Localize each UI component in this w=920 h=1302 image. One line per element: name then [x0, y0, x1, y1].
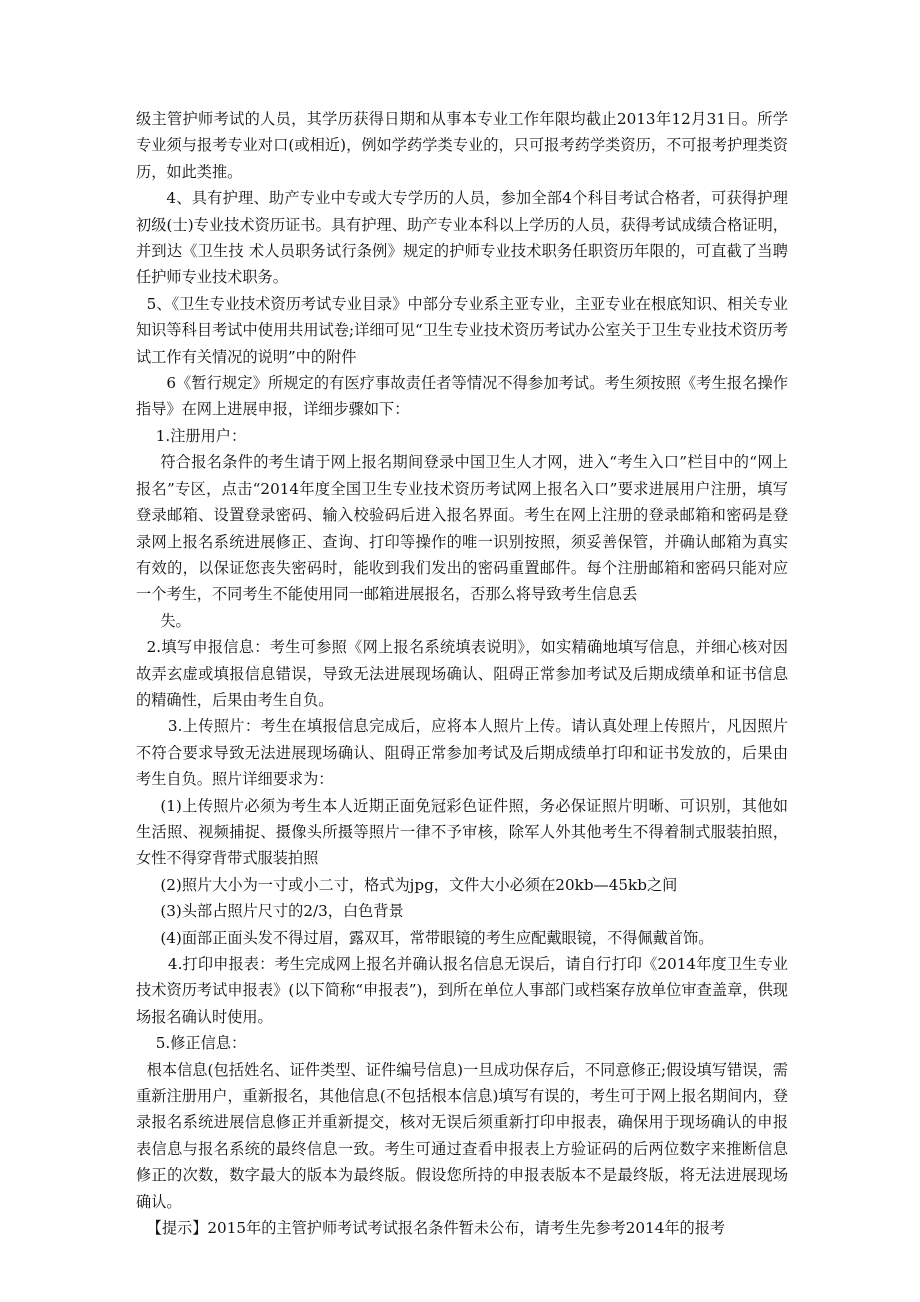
heading-register-user: 1.注册用户： [155, 426, 247, 445]
paragraph-photo-req-3: (3)头部占照片尺寸的2/3，白色背景 [160, 902, 404, 921]
paragraph-modify-info: 根本信息(包括姓名、证件类型、证件编号信息)一旦成功保存后，不同意修正;假设填写错误，需重新注册用户，重新报名，其他信息(不包括根本信息)填写有误的，考生可于网上报名期间内，登录报名系统进展信息修正并重新提交，核对无误后须重新打印申报表，确保用于现场确认的申报表信息与报名系统的最终信息一致。考生可通过查看申报表上方验证码的后两位数字来推断信息修正的次数，数字最大的版本为最终版。假设您所持的申报表版本不是最终版，将无法进展现场确认。 [136, 1060, 788, 1211]
paragraph-register-user: 符合报名条件的考生请于网上报名期间登录中国卫生人才网，进入“考生入口”栏目中的“网上报名”专区，点击“2014年度全国卫生专业技术资历考试网上报名入口”要求进展用户注册，填写登录邮箱、设置登录密码、输入校验码后进入报名界面。考生在网上注册的登录邮箱和密码是登录网上报名系统进展修正、查询、打印等操作的唯一识别按照，须妥善保管，并确认邮箱为真实有效的，以保证您丧失密码时，能收到我们发出的密码重置邮件。每个注册邮箱和密码只能对应一个考生，不同考生不能使用同一邮箱进展报名，否那么将导致考生信息丢 [136, 453, 788, 604]
paragraph-photo-req-4: (4)面部正面头发不得过眉，露双耳，常带眼镜的考生应配戴眼镜，不得佩戴首饰。 [160, 928, 714, 947]
document-body [136, 106, 788, 1241]
paragraph-loss: 失。 [160, 611, 191, 630]
paragraph-item-5: 5、《卫生专业技术资历考试专业目录》中部分专业系主亚专业，主亚专业在根底知识、相关专业知识等科目考试中使用共用试卷;详细可见“卫生专业技术资历考试办公室关于卫生专业技术资历考试工作有关情况的说明”中的附件 [136, 294, 788, 366]
paragraph-print-form: 4.打印申报表：考生完成网上报名并确认报名信息无误后，请自行打印《2014年度卫生专业技术资历考试申报表》(以下简称“申报表”)，到所在单位人事部门或档案存放单位审查盖章，供现场报名确认时使用。 [136, 955, 788, 1026]
paragraph-photo-req-1: (1)上传照片必须为考生本人近期正面免冠彩色证件照，务必保证照片明晰、可识别，其他如生活照、视频捕捉、摄像头所摄等照片一律不予审核，除军人外其他考生不得着制式服装拍照，女性不得穿背带式服装拍照 [136, 796, 788, 868]
paragraph-item-4: 4、具有护理、助产专业中专或大专学历的人员，参加全部4个科目考试合格者，可获得护理初级(士)专业技术资历证书。具有护理、助产专业本科以上学历的人员，获得考试成绩合格证明，并到达《卫生技 术人员职务试行条例》规定的护师专业技术职务任职资历年限的，可直截了当聘任护师专业技术职务。 [136, 189, 788, 287]
heading-modify-info: 5.修正信息： [155, 1034, 247, 1053]
paragraph-qualification-deadline: 级主管护师考试的人员，其学历获得日期和从事本专业工作年限均截止2013年12月31日。所学专业须与报考专业对口(或相近)，例如学药学类专业的，只可报考药学类资历，不可报考护理类资历，如此类推。 [136, 110, 788, 181]
paragraph-photo-req-2: (2)照片大小为一寸或小二寸，格式为jpg，文件大小必须在20kb—45kb之间 [160, 875, 678, 894]
paragraph-tip: 【提示】2015年的主管护师考试考试报名条件暂未公布，请考生先参考2014年的报考 [146, 1219, 726, 1238]
paragraph-upload-photo: 3.上传照片：考生在填报信息完成后，应将本人照片上传。请认真处理上传照片，凡因照片不符合要求导致无法进展现场确认、阻碍正常参加考试及后期成绩单打印和证书发放的，后果由考生自负。照片详细要求为： [136, 717, 788, 789]
paragraph-fill-info: 2.填写申报信息：考生可参照《网上报名系统填表说明》，如实精确地填写信息，并细心核对因故弄玄虚或填报信息错误，导致无法进展现场确认、阻碍正常参加考试及后期成绩单和证书信息的精确性，后果由考生自负。 [136, 638, 788, 709]
paragraph-item-6: 6《暂行规定》所规定的有医疗事故责任者等情况不得参加考试。考生须按照《考生报名操作指导》在网上进展申报，详细步骤如下： [136, 374, 788, 419]
